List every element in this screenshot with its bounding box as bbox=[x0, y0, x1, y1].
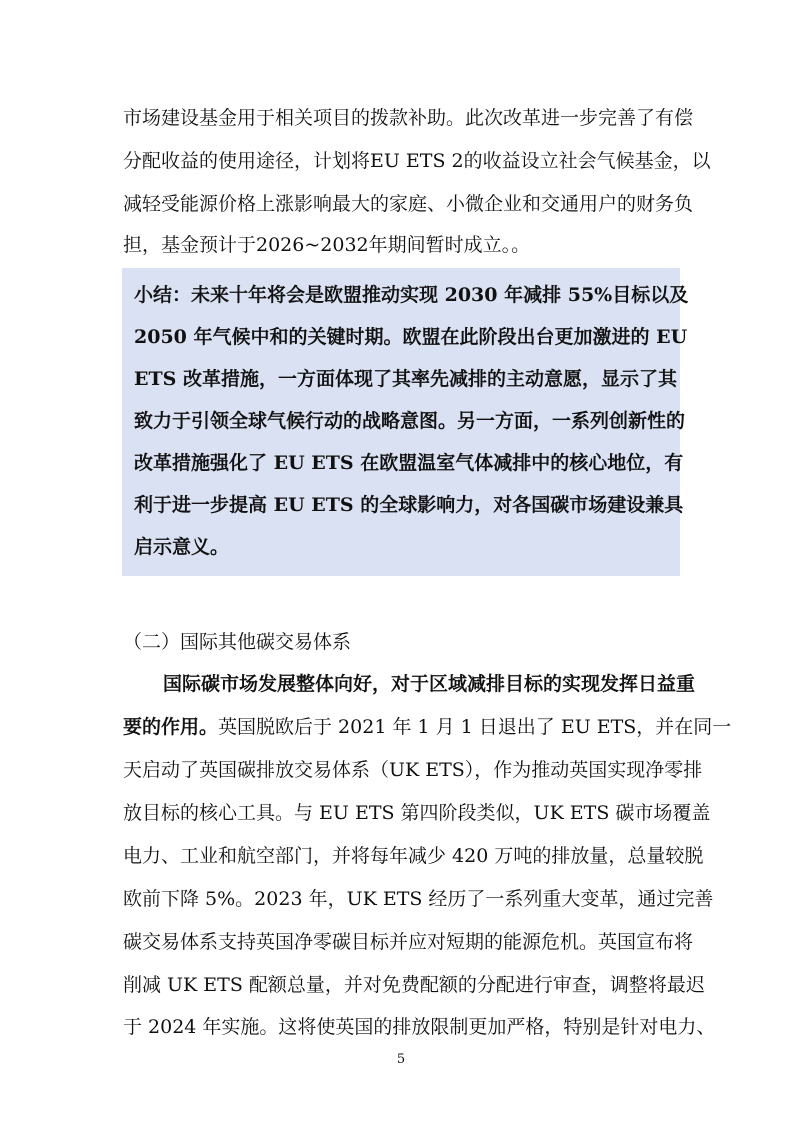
summary-line: 小结：未来十年将会是欧盟推动实现 2030 年减排 55%目标以及 bbox=[134, 284, 689, 306]
text-line-bold: 国际碳市场发展整体向好，对于区域减排目标的实现发挥日益重 bbox=[163, 673, 696, 695]
text-line: 市场建设基金用于相关项目的拨款补助。此次改革进一步完善了有偿 bbox=[123, 107, 694, 129]
text-line: 分配收益的使用途径，计划将EU ETS 2的收益设立社会气候基金，以 bbox=[123, 150, 711, 172]
page-number: 5 bbox=[396, 1052, 406, 1067]
text-line: 减轻受能源价格上涨影响最大的家庭、小微企业和交通用户的财务负 bbox=[123, 193, 694, 215]
bold-lead-text: 要的作用。 bbox=[123, 716, 219, 738]
summary-line: 改革措施强化了 EU ETS 在欧盟温室气体减排中的核心地位，有 bbox=[134, 452, 684, 474]
summary-line: 2050 年气候中和的关键时期。欧盟在此阶段出台更加激进的 EU bbox=[134, 326, 688, 348]
text-line: 放目标的核心工具。与 EU ETS 第四阶段类似，UK ETS 碳市场覆盖 bbox=[123, 802, 711, 824]
summary-line: ETS 改革措施，一方面体现了其率先减排的主动意愿，显示了其 bbox=[134, 368, 677, 390]
text-line: 电力、工业和航空部门，并将每年减少 420 万吨的排放量，总量较脱 bbox=[123, 845, 704, 867]
summary-line: 利于进一步提高 EU ETS 的全球影响力，对各国碳市场建设兼具 bbox=[134, 494, 684, 516]
text-line: 欧前下降 5%。2023 年，UK ETS 经历了一系列重大变革，通过完善 bbox=[123, 888, 714, 910]
section-heading: （二）国际其他碳交易体系 bbox=[123, 631, 352, 653]
text-line: 担，基金预计于2026~2032年期间暂时成立。。 bbox=[123, 234, 531, 256]
text-span: 英国脱欧后于 2021 年 1 月 1 日退出了 EU ETS，并在同一 bbox=[218, 716, 732, 738]
text-line: 于 2024 年实施。这将使英国的排放限制更加严格，特别是针对电力、 bbox=[123, 1016, 716, 1038]
text-line: 削减 UK ETS 配额总量，并对免费配额的分配进行审查，调整将最迟 bbox=[123, 974, 705, 996]
text-line: 碳交易体系支持英国净零碳目标并应对短期的能源危机。英国宣布将 bbox=[123, 931, 694, 953]
summary-line: 启示意义。 bbox=[134, 536, 230, 558]
text-line: 天启动了英国碳排放交易体系（UK ETS），作为推动英国实现净零排 bbox=[123, 759, 703, 781]
summary-box bbox=[122, 268, 689, 576]
text-line bbox=[123, 712, 732, 742]
summary-line: 致力于引领全球气候行动的战略意图。另一方面，一系列创新性的 bbox=[134, 410, 686, 432]
